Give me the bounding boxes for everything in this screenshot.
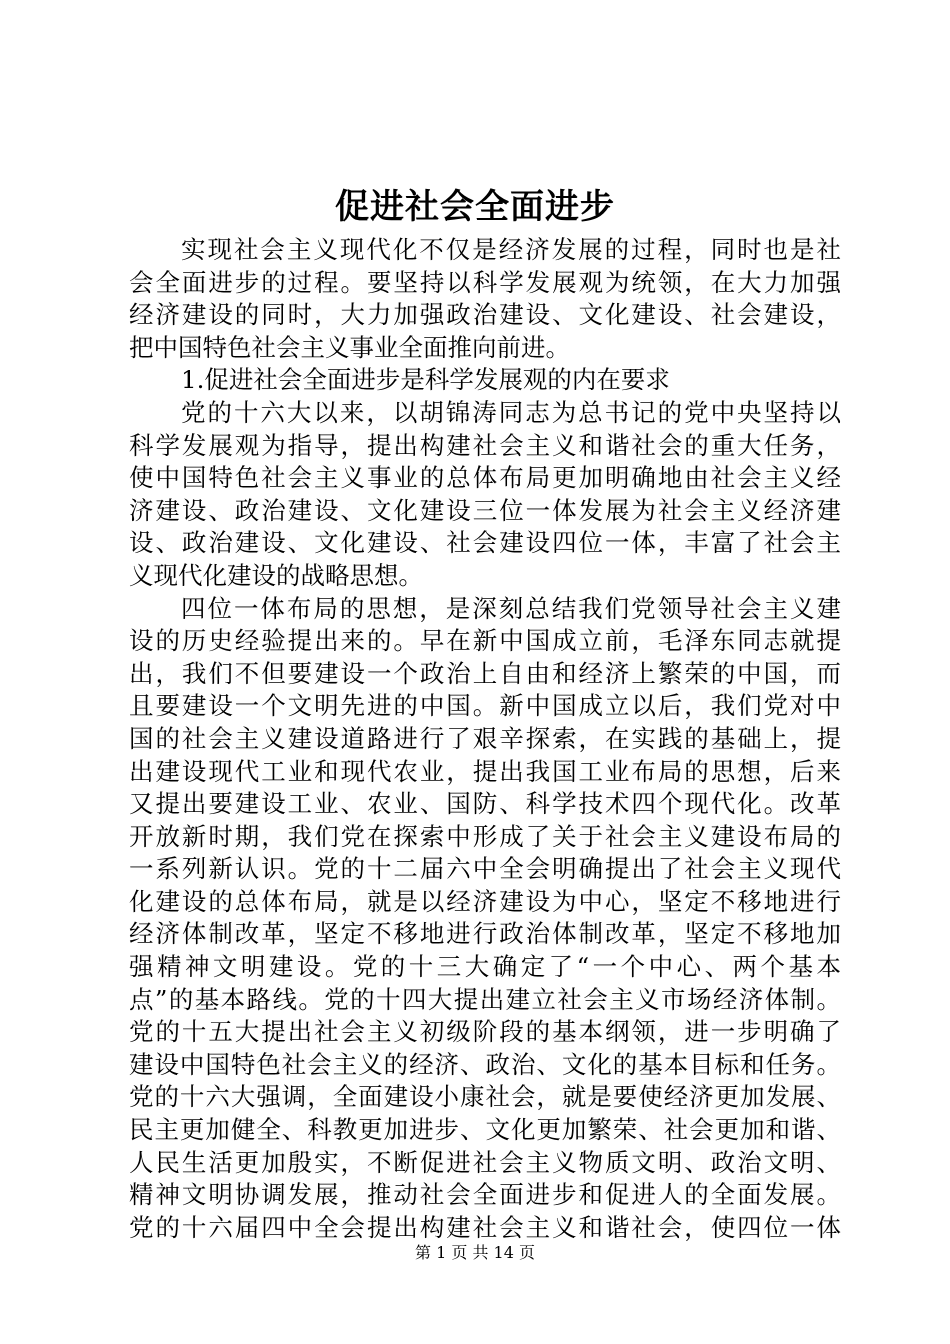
paragraph-line: 党的十五大提出社会主义初级阶段的基本纲领，进一步明确了 bbox=[129, 1017, 841, 1047]
paragraph-line: 党的十六大强调，全面建设小康社会，就是要使经济更加发展、 bbox=[129, 1082, 841, 1112]
paragraph-line: 经济建设的同时，大力加强政治建设、文化建设、社会建设， bbox=[129, 300, 841, 330]
paragraph-line: 人民生活更加殷实，不断促进社会主义物质文明、政治文明、 bbox=[129, 1147, 841, 1177]
paragraph-line: 设、政治建设、文化建设、社会建设四位一体，丰富了社会主 bbox=[129, 528, 841, 558]
document-body bbox=[129, 234, 841, 1244]
paragraph-line: 党的十六大以来，以胡锦涛同志为总书记的党中央坚持以 bbox=[181, 397, 841, 427]
paragraph-line: 会全面进步的过程。要坚持以科学发展观为统领，在大力加强 bbox=[129, 267, 841, 297]
paragraph-line: 四位一体布局的思想，是深刻总结我们党领导社会主义建 bbox=[181, 593, 841, 623]
paragraph-line: 化建设的总体布局，就是以经济建设为中心，坚定不移地进行 bbox=[129, 886, 841, 916]
paragraph-line: 精神文明协调发展，推动社会全面进步和促进人的全面发展。 bbox=[129, 1180, 841, 1210]
paragraph-line: 把中国特色社会主义事业全面推向前进。 bbox=[129, 332, 570, 362]
paragraph-line: 强精神文明建设。党的十三大确定了“一个中心、两个基本 bbox=[129, 952, 841, 982]
paragraph-line: 科学发展观为指导，提出构建社会主义和谐社会的重大任务， bbox=[129, 430, 841, 460]
page-footer: 第 1 页 共 14 页 bbox=[415, 1243, 535, 1262]
paragraph-line: 民主更加健全、科教更加进步、文化更加繁荣、社会更加和谐、 bbox=[129, 1115, 841, 1145]
paragraph-line: 开放新时期，我们党在探索中形成了关于社会主义建设布局的 bbox=[129, 821, 841, 851]
paragraph-line: 点”的基本路线。党的十四大提出建立社会主义市场经济体制。 bbox=[129, 984, 841, 1014]
paragraph-line: 济建设、政治建设、文化建设三位一体发展为社会主义经济建 bbox=[129, 495, 841, 525]
paragraph-line: 实现社会主义现代化不仅是经济发展的过程，同时也是社 bbox=[181, 235, 841, 264]
document-title: 促进社会全面进步 bbox=[335, 187, 615, 227]
paragraph-line: 设的历史经验提出来的。早在新中国成立前，毛泽东同志就提 bbox=[129, 626, 841, 656]
paragraph-line: 使中国特色社会主义事业的总体布局更加明确地由社会主义经 bbox=[129, 463, 841, 493]
paragraph-line: 出建设现代工业和现代农业，提出我国工业布局的思想，后来 bbox=[129, 756, 841, 786]
paragraph-line: 党的十六届四中全会提出构建社会主义和谐社会，使四位一体 bbox=[129, 1212, 841, 1242]
paragraph-line: 建设中国特色社会主义的经济、政治、文化的基本目标和任务。 bbox=[129, 1049, 841, 1079]
paragraph-line: 出，我们不但要建设一个政治上自由和经济上繁荣的中国，而 bbox=[129, 658, 841, 688]
paragraph-line: 且要建设一个文明先进的中国。新中国成立以后，我们党对中 bbox=[129, 691, 841, 721]
paragraph-line: 经济体制改革，坚定不移地进行政治体制改革，坚定不移地加 bbox=[129, 919, 841, 949]
paragraph-line: 国的社会主义建设道路进行了艰辛探索，在实践的基础上，提 bbox=[129, 723, 841, 753]
paragraph-line: 一系列新认识。党的十二届六中全会明确提出了社会主义现代 bbox=[129, 854, 841, 884]
paragraph-line: 又提出要建设工业、农业、国防、科学技术四个现代化。改革 bbox=[129, 789, 841, 819]
paragraph-line: 义现代化建设的战略思想。 bbox=[129, 560, 423, 590]
section-heading: 1.促进社会全面进步是科学发展观的内在要求 bbox=[181, 365, 670, 395]
